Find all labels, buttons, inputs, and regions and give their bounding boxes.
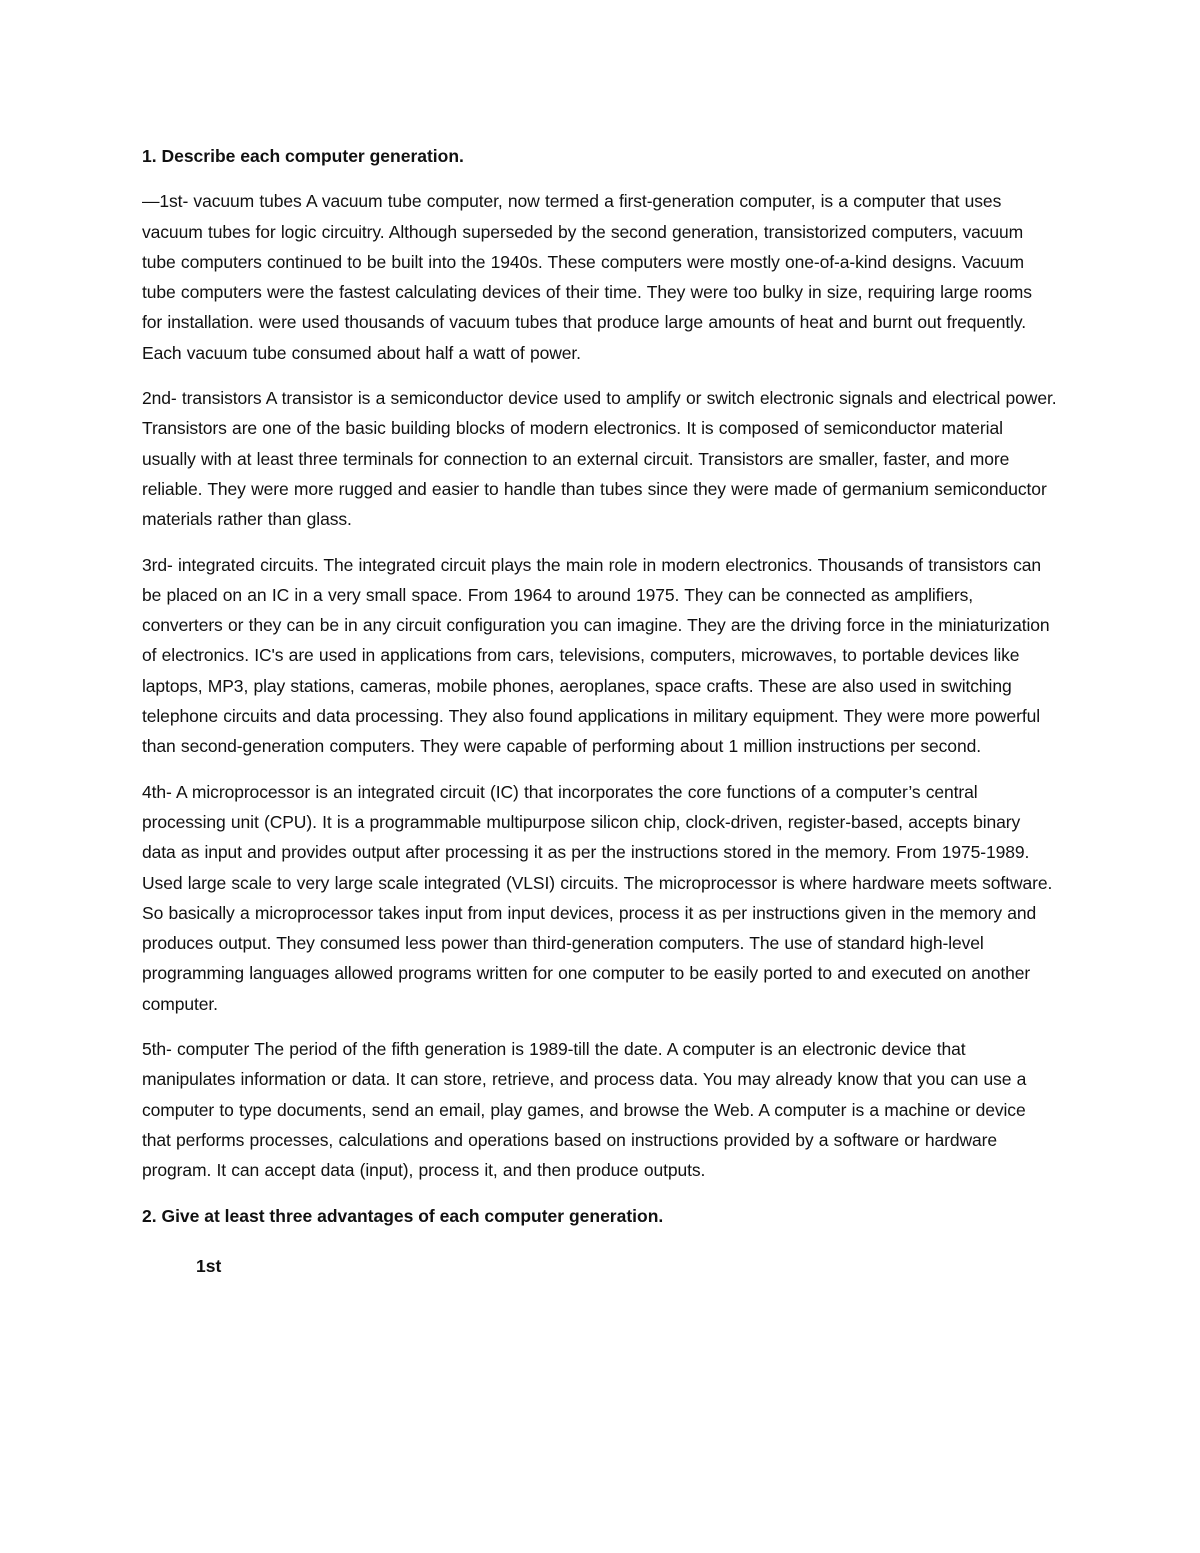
question-1-heading: 1. Describe each computer generation. xyxy=(142,146,464,166)
document-body xyxy=(142,141,1057,1281)
question-2-heading: 2. Give at least three advantages of each computer generation. xyxy=(142,1205,664,1226)
paragraph-first-generation: —1st- vacuum tubes A vacuum tube computer, now termed a first-generation computer, is a computer that uses vacuum tubes for logic circuitry. Although superseded by the second generation, transistorized computers, vacuum tube computers continued to be built into the 1940s. These computers were mostly one-of-a-kind designs. Vacuum tube computers were the fastest calculating devices of their time. They were too bulky in size, requiring large rooms for installation. were used thousands of vacuum tubes that produce large amounts of heat and burnt out frequently. Each vacuum tube consumed about half a watt of power. xyxy=(142,191,1032,363)
paragraph-second-generation: 2nd- transistors A transistor is a semiconductor device used to amplify or switch electronic signals and electrical power. Transistors are one of the basic building blocks of modern electronics. It is composed of semiconductor material usually with at least three terminals for connection to an external circuit. Transistors are smaller, faster, and more reliable. They were more rugged and easier to handle than tubes since they were made of germanium semiconductor materials rather than glass. xyxy=(142,388,1057,530)
paragraph-fourth-generation: 4th- A microprocessor is an integrated circuit (IC) that incorporates the core functions of a computer’s central processing unit (CPU). It is a programmable multipurpose silicon chip, clock-driven, register-based, accepts binary data as input and provides output after processing it as per the instructions stored in the memory. From 1975-1989. Used large scale to very large scale integrated (VLSI) circuits. The microprocessor is where hardware meets software. So basically a microprocessor takes input from input devices, process it as per instructions given in the memory and produces output. They consumed less power than third-generation computers. The use of standard high-level programming languages allowed programs written for one computer to be easily ported to and executed on another computer. xyxy=(142,781,1053,1014)
paragraph-fifth-generation: 5th- computer The period of the fifth generation is 1989-till the date. A computer is an electronic device that manipulates information or data. It can store, retrieve, and process data. You may already know that you can use a computer to type documents, send an email, play games, and browse the Web. A computer is a machine or device that performs processes, calculations and operations based on instructions provided by a software or hardware program. It can accept data (input), process it, and then produce outputs. xyxy=(142,1039,1027,1181)
subheading-first: 1st xyxy=(196,1255,222,1276)
paragraph-third-generation: 3rd- integrated circuits. The integrated circuit plays the main role in modern electronics. Thousands of transistors can be placed on an IC in a very small space. From 1964 to around 1975. They can be connected as amplifiers, converters or they can be in any circuit configuration you can imagine. They are the driving force in the miniaturization of electronics. IC's are used in applications from cars, televisions, computers, microwaves, to portable devices like laptops, MP3, play stations, cameras, mobile phones, aeroplanes, space crafts. These are also used in switching telephone circuits and data processing. They also found applications in military equipment. They were more powerful than second-generation computers. They were capable of performing about 1 million instructions per second. xyxy=(142,554,1050,757)
